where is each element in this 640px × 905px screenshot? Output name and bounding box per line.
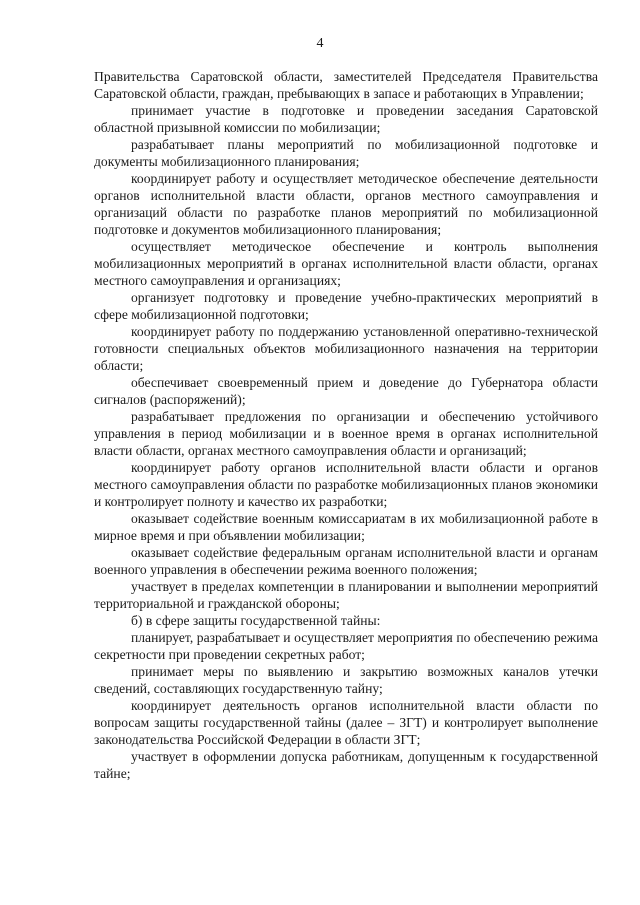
paragraph-continuation: Правительства Саратовской области, заместителей Председателя Правительства Саратовской области, граждан, пребывающих в запасе и работающих в Управлении; xyxy=(94,69,598,101)
paragraph: планирует, разрабатывает и осуществляет мероприятия по обеспечению режима секретности при проведении секретных работ; xyxy=(94,630,598,662)
paragraph: принимает меры по выявлению и закрытию возможных каналов утечки сведений, составляющих государственную тайну; xyxy=(94,664,598,696)
paragraph: участвует в оформлении допуска работникам, допущенным к государственной тайне; xyxy=(94,749,598,781)
paragraph: координирует деятельность органов исполнительной власти области по вопросам защиты государственной тайны (далее – ЗГТ) и контролирует выполнение законодательства Российской Федерации в области ЗГТ; xyxy=(94,698,598,747)
page-number: 4 xyxy=(316,36,324,51)
paragraph: координирует работу органов исполнительной власти области и органов местного самоуправления области по разработке мобилизационных планов экономики и контролирует полноту и качество их разработки; xyxy=(94,460,598,509)
paragraph: координирует работу и осуществляет методическое обеспечение деятельности органов исполнительной власти области, органов местного самоуправления и организаций области по разработке планов мероприятий по мобилизационной подготовке и документов мобилизационного планирования; xyxy=(94,171,598,237)
document-body xyxy=(94,68,598,782)
paragraph: разрабатывает планы мероприятий по мобилизационной подготовке и документы мобилизационного планирования; xyxy=(94,137,598,169)
paragraph: разрабатывает предложения по организации и обеспечению устойчивого управления в период мобилизации и в военное время в органах исполнительной власти области, органах местного самоуправления области и организаций; xyxy=(94,409,598,458)
paragraph: участвует в пределах компетенции в планировании и выполнении мероприятий территориальной и гражданской обороны; xyxy=(94,579,598,611)
paragraph: оказывает содействие федеральным органам исполнительной власти и органам военного управления в обеспечении режима военного положения; xyxy=(94,545,598,577)
paragraph: принимает участие в подготовке и проведении заседания Саратовской областной призывной комиссии по мобилизации; xyxy=(94,103,598,135)
paragraph: осуществляет методическое обеспечение и контроль выполнения мобилизационных мероприятий в органах исполнительной власти области, органах местного самоуправления и организациях; xyxy=(94,239,598,288)
paragraph: оказывает содействие военным комиссариатам в их мобилизационной работе в мирное время и при объявлении мобилизации; xyxy=(94,511,598,543)
section-heading: б) в сфере защиты государственной тайны: xyxy=(131,613,381,628)
paragraph: обеспечивает своевременный прием и доведение до Губернатора области сигналов (распоряжений); xyxy=(94,375,598,407)
paragraph: координирует работу по поддержанию установленной оперативно-технической готовности специальных объектов мобилизационного назначения на территории области; xyxy=(94,324,598,373)
paragraph: организует подготовку и проведение учебно-практических мероприятий в сфере мобилизационной подготовки; xyxy=(94,290,598,322)
